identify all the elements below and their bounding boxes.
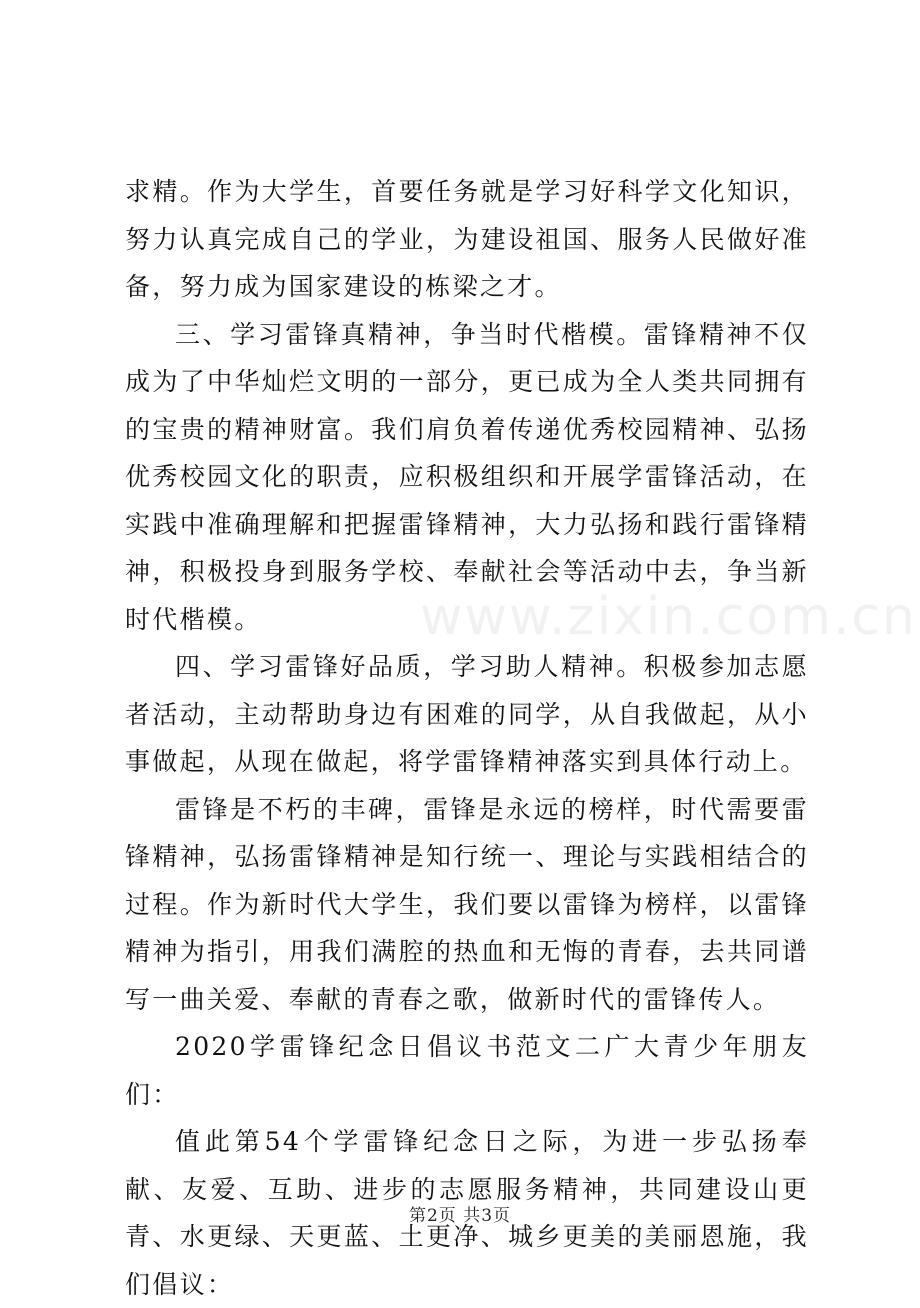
document-body xyxy=(125,168,809,1308)
paragraph-6: 值此第54个学雷锋纪念日之际，为进一步弘扬奉献、友爱、互助、进步的志愿服务精神，共同建设山更青、水更绿、天更蓝、土更净、城乡更美的美丽恩施，我们倡议： xyxy=(125,1127,809,1299)
paragraph-2: 三、学习雷锋真精神，争当时代楷模。雷锋精神不仅成为了中华灿烂文明的一部分，更已成为全人类共同拥有的宝贵的精神财富。我们肩负着传递优秀校园精神、弘扬优秀校园文化的职责，应积极组织和开展学雷锋活动，在实践中准确理解和把握雷锋精神，大力弘扬和践行雷锋精神，积极投身到服务学校、奉献社会等活动中去，争当新时代楷模。 xyxy=(125,319,809,634)
paragraph-3: 四、学习雷锋好品质，学习助人精神。积极参加志愿者活动，主动帮助身边有困难的同学，从自我做起，从小事做起，从现在做起，将学雷锋精神落实到具体行动上。 xyxy=(125,652,809,776)
watermark: www.zixin.com.cn xyxy=(420,587,917,647)
page-footer: 第2页 共3页 xyxy=(408,1206,512,1226)
paragraph-1: 求精。作为大学生，首要任务就是学习好科学文化知识，努力认真完成自己的学业，为建设祖国、服务人民做好准备，努力成为国家建设的栋梁之才。 xyxy=(125,177,809,301)
paragraph-4: 雷锋是不朽的丰碑，雷锋是永远的榜样，时代需要雷锋精神，弘扬雷锋精神是知行统一、理论与实践相结合的过程。作为新时代大学生，我们要以雷锋为榜样，以雷锋精神为指引，用我们满腔的热血和无悔的青春，去共同谱写一曲关爱、奉献的青春之歌，做新时代的雷锋传人。 xyxy=(125,794,809,1014)
paragraph-5: 2020学雷锋纪念日倡议书范文二广大青少年朋友们： xyxy=(125,1032,809,1109)
